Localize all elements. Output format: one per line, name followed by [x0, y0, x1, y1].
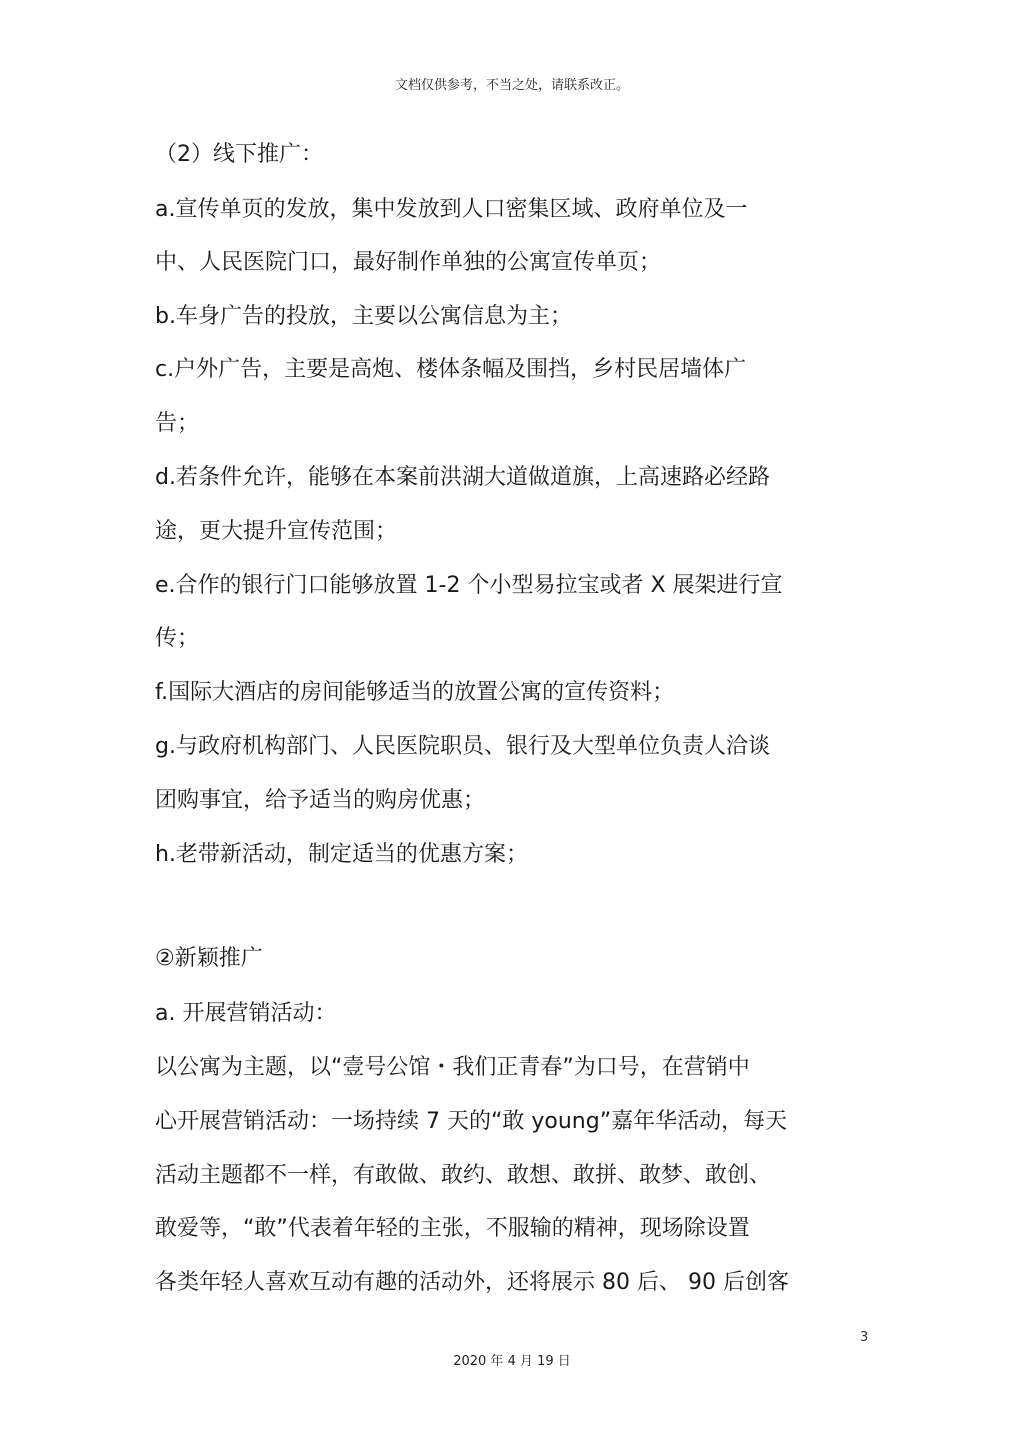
section-heading: ②新颖推广 — [155, 946, 263, 971]
text-line: 传； — [155, 626, 200, 651]
header-note: 文档仅供参考，不当之处，请联系改正。 — [394, 78, 629, 93]
text-line: a.宣传单页的发放，集中发放到人口密集区域、政府单位及一 — [155, 197, 748, 222]
text-line: 各类年轻人喜欢互动有趣的活动外，还将展示 80 后、 90 后创客 — [155, 1270, 789, 1295]
text-line: 途，更大提升宣传范围； — [155, 519, 398, 544]
text-line: 活动主题都不一样，有敢做、敢约、敢想、敢拼、敢梦、敢创、 — [155, 1163, 772, 1188]
text-line: c.户外广告，主要是高炮、楼体条幅及围挡，乡村民居墙体广 — [155, 357, 747, 382]
text-line: a. 开展营销活动： — [155, 1001, 337, 1026]
text-line: （2）线下推广： — [155, 142, 323, 167]
footer-date: 2020 年 4 月 19 日 — [453, 1354, 571, 1369]
text-line: 敢爱等，“敢”代表着年轻的主张，不服输的精神，现场除设置 — [155, 1216, 750, 1241]
text-line: e.合作的银行门口能够放置 1-2 个小型易拉宝或者 X 展架进行宣 — [155, 573, 783, 598]
text-line: 中、人民医院门口，最好制作单独的公寓宣传单页； — [155, 250, 662, 275]
text-line: g.与政府机构部门、人民医院职员、银行及大型单位负责人洽谈 — [155, 734, 770, 759]
text-line: 告； — [155, 411, 200, 436]
text-line: 团购事宜，给予适当的购房优惠； — [155, 788, 486, 813]
text-line: 心开展营销活动：一场持续 7 天的“敢 young”嘉年华活动，每天 — [155, 1109, 788, 1134]
text-line: h.老带新活动，制定适当的优惠方案； — [155, 842, 528, 867]
page-number: 3 — [860, 1330, 869, 1345]
text-line: d.若条件允许，能够在本案前洪湖大道做道旗，上高速路必经路 — [155, 465, 770, 490]
text-line: f.国际大酒店的房间能够适当的放置公寓的宣传资料； — [155, 680, 675, 705]
text-line: 以公寓为主题，以“壹号公馆・我们正青春”为口号，在营销中 — [155, 1055, 750, 1080]
text-line: b.车身广告的投放，主要以公寓信息为主； — [155, 304, 572, 329]
